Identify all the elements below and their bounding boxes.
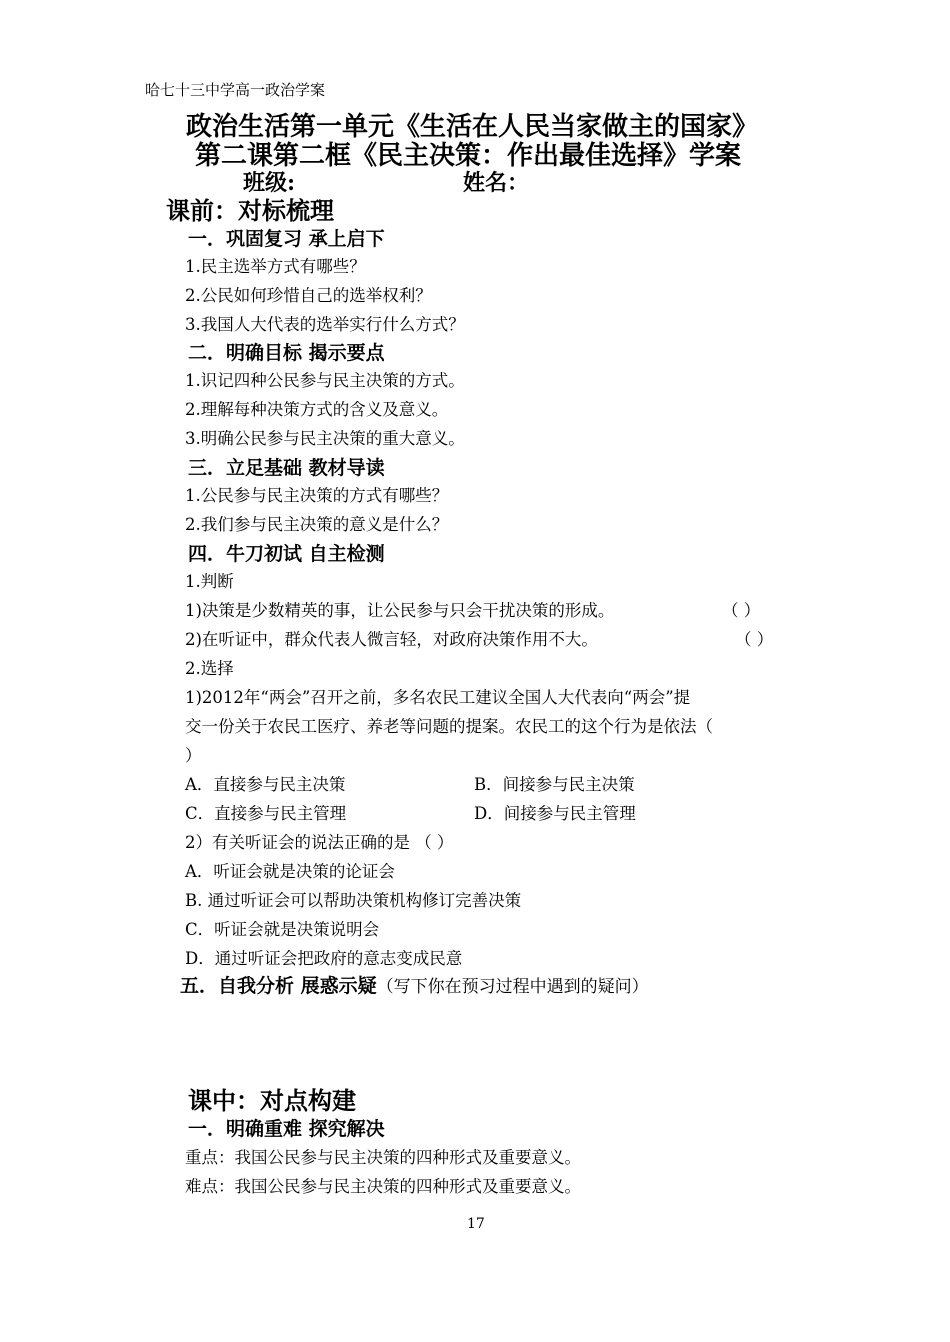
option-a: A．听证会就是决策的论证会 bbox=[185, 862, 395, 881]
judge-item-2: 2)在听证中，群众代表人微言轻，对政府决策作用不大。 bbox=[185, 630, 598, 649]
name-label: 姓名： bbox=[463, 170, 530, 196]
list-item: 2.我们参与民主决策的意义是什么？ bbox=[185, 515, 449, 534]
choice-label: 2.选择 bbox=[185, 659, 234, 678]
option-c: C．听证会就是决策说明会 bbox=[185, 920, 380, 939]
list-item: 1.识记四种公民参与民主决策的方式。 bbox=[185, 371, 465, 390]
answer-blank: （ ） bbox=[735, 630, 774, 649]
option-d: D．间接参与民主管理 bbox=[474, 804, 636, 823]
option-d: D．通过听证会把政府的意志变成民意 bbox=[185, 949, 463, 968]
section-2-title: 二．明确目标 揭示要点 bbox=[188, 342, 385, 364]
school-header: 哈七十三中学高一政治学案 bbox=[145, 81, 326, 99]
list-item: 1.民主选举方式有哪些？ bbox=[185, 257, 366, 276]
difficulty: 难点：我国公民参与民主决策的四种形式及重要意义。 bbox=[185, 1177, 581, 1196]
title-line-2: 第二课第二框《民主决策：作出最佳选择》学案 bbox=[195, 141, 742, 171]
answer-blank: （ ） bbox=[722, 601, 761, 620]
list-item: 3.我国人大代表的选举实行什么方式？ bbox=[185, 315, 465, 334]
judge-item-1: 1)决策是少数精英的事，让公民参与只会干扰决策的形成。 bbox=[185, 601, 615, 620]
list-item: 2.公民如何珍惜自己的选举权利？ bbox=[185, 286, 432, 305]
question-2-stem: 2）有关听证会的说法正确的是 （ ） bbox=[185, 833, 454, 852]
title-line-1: 政治生活第一单元《生活在人民当家做主的国家》 bbox=[186, 112, 759, 142]
in-class-section-1-title: 一．明确重难 探究解决 bbox=[188, 1118, 385, 1140]
in-class-heading: 课中：对点构建 bbox=[188, 1086, 356, 1115]
question-1-line-3: ） bbox=[185, 746, 202, 765]
section-5-note: （写下你在预习过程中遇到的疑问） bbox=[376, 977, 649, 997]
section-5-title-text: 五．自我分析 展惑示疑 bbox=[180, 975, 377, 997]
page-number: 17 bbox=[467, 1216, 485, 1232]
class-label: 班级: bbox=[243, 170, 296, 196]
section-3-title: 三．立足基础 教材导读 bbox=[188, 457, 385, 479]
question-1-line-2: 交一份关于农民工医疗、养老等问题的提案。农民工的这个行为是依法（ bbox=[185, 717, 713, 736]
option-b: B. 通过听证会可以帮助决策机构修订完善决策 bbox=[185, 891, 522, 910]
key-point: 重点：我国公民参与民主决策的四种形式及重要意义。 bbox=[185, 1148, 581, 1167]
section-5-title bbox=[180, 975, 649, 998]
option-a: A．直接参与民主决策 bbox=[185, 775, 346, 794]
option-c: C．直接参与民主管理 bbox=[185, 804, 347, 823]
list-item: 1.公民参与民主决策的方式有哪些？ bbox=[185, 486, 449, 505]
question-1-line-1: 1)2012年“两会”召开之前，多名农民工建议全国人大代表向“两会”提 bbox=[185, 688, 691, 707]
section-4-title: 四．牛刀初试 自主检测 bbox=[188, 543, 385, 565]
list-item: 3.明确公民参与民主决策的重大意义。 bbox=[185, 429, 465, 448]
option-b: B．间接参与民主决策 bbox=[474, 775, 635, 794]
pre-class-heading: 课前：对标梳理 bbox=[166, 196, 334, 225]
list-item: 2.理解每种决策方式的含义及意义。 bbox=[185, 400, 449, 419]
judge-label: 1.判断 bbox=[185, 572, 234, 591]
section-1-title: 一．巩固复习 承上启下 bbox=[188, 228, 385, 250]
